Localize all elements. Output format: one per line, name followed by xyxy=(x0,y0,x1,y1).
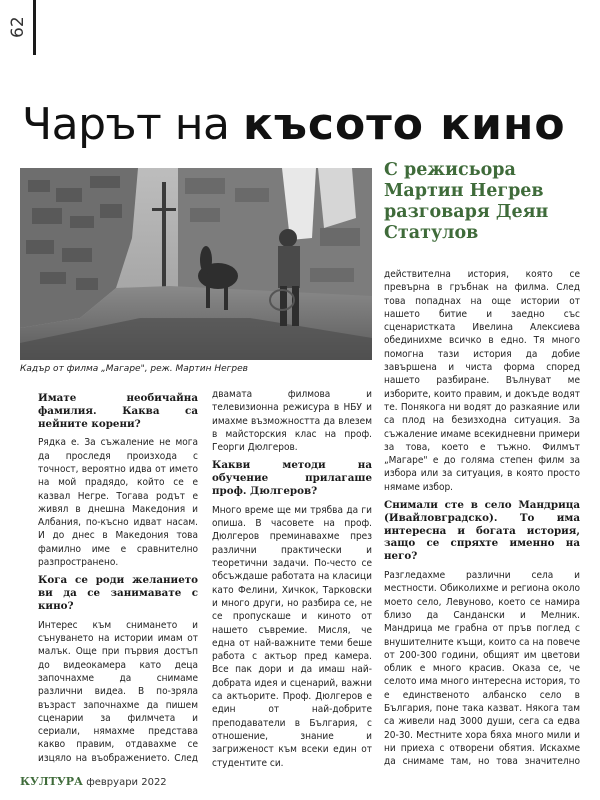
question: Какви методи на обучение прилагаше проф. Дюлгеров? xyxy=(212,459,372,498)
answer: Разгледахме различни села и местности. Обиколихме и региона около моето село, Левуново, което се намира близо да Сандански и Мелник. Мандрица ме грабна от пръв поглед с внушителните къщи, които са на повече от 200-300 години, общият им цветови облик е много красив. Оказа се, че селото има много интересна история, то е единственото албанско село в България, поне така казват. Някога там са живели над 3000 души, сега са едва 20-30. Местните хора бяха много мили и ни приеха с отворени обятия. Искахме да снимаме там, но това значително xyxy=(384,570,580,768)
photo-caption: Кадър от филма „Магаре", реж. Мартин Негрев xyxy=(20,364,248,374)
question: Кога се роди желанието ви да се занимавате с кино? xyxy=(38,574,198,612)
page-footer xyxy=(20,775,167,788)
page-edge-rule xyxy=(33,0,36,55)
magazine-brand: КУЛТУРА xyxy=(20,775,84,788)
interviewer-byline: С режисьора Мартин Негрев разговаря Деян Статулов xyxy=(384,160,549,243)
question: Имате необичайна фамилия. Каква са нейните корени? xyxy=(38,392,198,430)
film-still-image xyxy=(20,168,372,360)
title-part-light: Чарът на xyxy=(22,99,243,150)
answer: Рядка е. За съжаление не мога да проследя произхода с точност, вероятно идва от името на мой прадядо, който се е казвал Негре. Тогава родът е живял в днешна Македония и Албания, по-късно идват насам. И до днес в Македония това фамилно име е сравнително разпространено. xyxy=(38,437,198,569)
answer: действителна история, която се превърна в гръбнак на филма. След това попаднах на още истории от нашето битие и заедно със сценаристката Ивелина Алексиева обединихме всичко в едно. Тя много помогна тази история да добие завършена и чиста форма според нашето разбиране. Вълнуват ме изборите, които правим, и докъде водят те. Понякога ни водят до разкаяние или са плод на безизходна ситуация. За съжаление имаме всекидневни примери за това, което е тъжно. Филмът „Магаре" е до голяма степен филм за избора или за ситуация, в която просто нямаме избор. xyxy=(384,269,580,493)
text-column-1 xyxy=(38,388,198,768)
answer: Интерес към снимането и сънуването на истории имам от малък. Още при първия достъп до видеокамера като деца започнахме да снимаме различни видеа. В по-зряла възраст започнахме да пишем сценарии за филмчета и сериали, нямахме представа какво правим, отдавахме се изцяло на въображението. След xyxy=(38,619,198,764)
title-part-bold: късото кино xyxy=(242,99,566,150)
article-title xyxy=(22,100,566,150)
answer: Много време ще ми трябва да ги опиша. В часовете на проф. Дюлгеров преминавахме през различни практически и теоретични задачи. По-често се обсъждаше работата на класици като Фелини, Хичкок, Тарковски и много други, но разбира се, не се пропускаше и киното от нашето съвремие. Мисля, че една от най-важните теми беше работа с актьор пред камера. Все пак дори и да имаш най-добрата идея и сценарий, важни са актьорите. Проф. Дюлгеров е един от най-добрите преподаватели в България, с отношение, знание и загриженост към всеки един от студентите си. xyxy=(212,504,372,768)
answer: двамата филмова и телевизионна режисура в НБУ и имахме възможността да влезем в майсторския клас на проф. Георги Дюлгеров. xyxy=(212,389,372,454)
text-column-2 xyxy=(212,388,372,768)
question: Снимали сте в село Мандрица (Ивайловградско). То има интересна и богата история, защо се спряхте именно на него? xyxy=(384,499,580,563)
film-still-photo xyxy=(20,168,372,360)
text-column-3 xyxy=(384,268,580,768)
page-number: 62 xyxy=(8,16,28,38)
issue-date: февруари 2022 xyxy=(86,777,167,788)
